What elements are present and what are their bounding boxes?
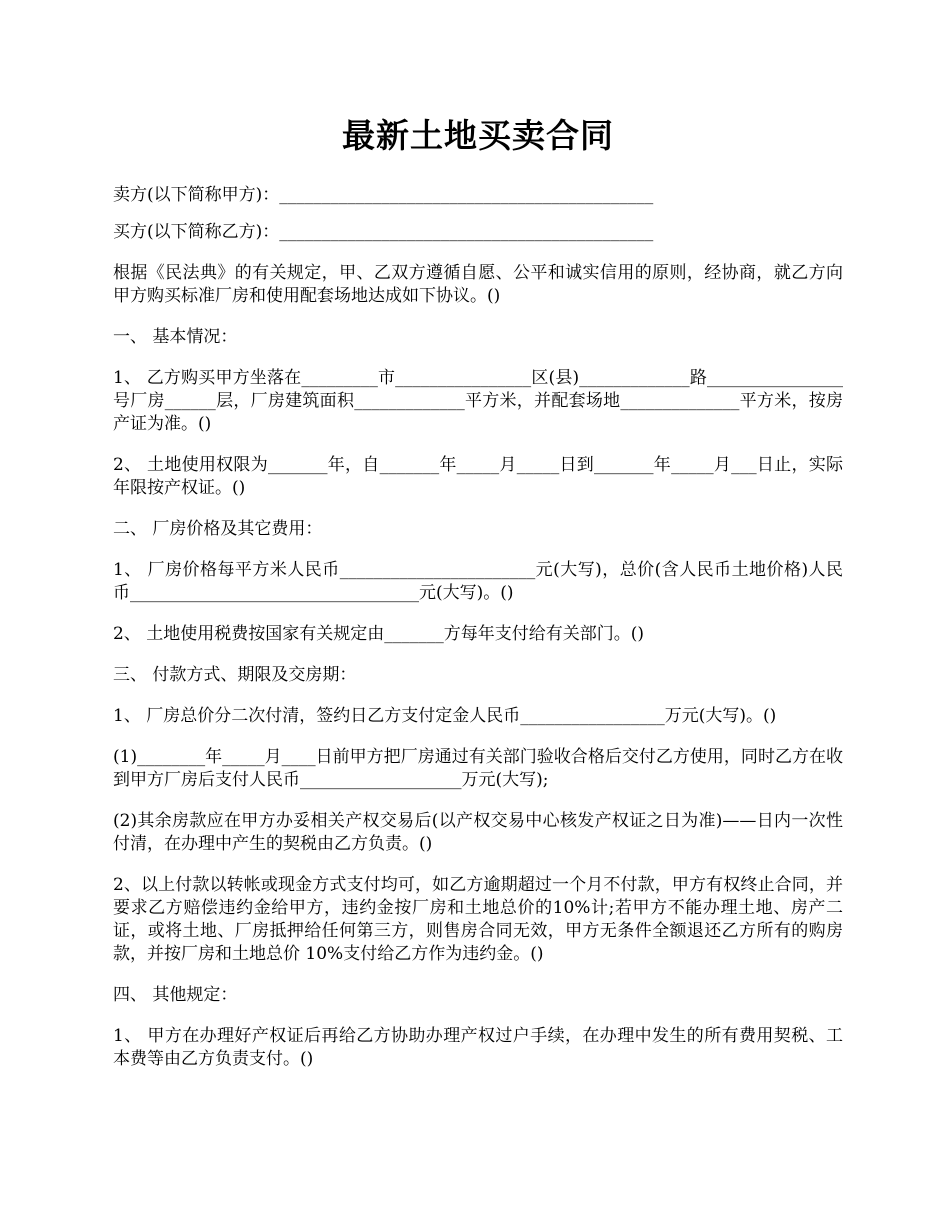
clause-2-2: 2、 土地使用税费按国家有关规定由_______方每年支付给有关部门。() bbox=[113, 624, 644, 644]
clause-2-1: 1、 厂房价格每平方米人民币_______________________元(大写)，总价(含人民币土地价格)人民币__________________________________元(大写)。() bbox=[113, 560, 843, 603]
clause-3-1-item-1: (1)________年_____月____日前甲方把厂房通过有关部门验收合格后交付乙方使用，同时乙方在收到甲方厂房后支付人民币___________________万元(大写); bbox=[113, 747, 843, 790]
document-page bbox=[113, 0, 843, 1071]
section-heading-payment: 三、 付款方式、期限及交房期： bbox=[113, 665, 357, 685]
clause-4-1: 1、 甲方在办理好产权证后再给乙方协助办理产权过户手续，在办理中发生的所有费用契税、工本费等由乙方负责支付。() bbox=[113, 1026, 843, 1069]
section-heading-basic-info: 一、 基本情况： bbox=[113, 327, 238, 347]
clause-3-1: 1、 厂房总价分二次付清，签约日乙方支付定金人民币_________________万元(大写)。() bbox=[113, 706, 777, 726]
buyer-line: 买方(以下简称乙方)：____________________________________________ bbox=[113, 222, 654, 242]
section-heading-other: 四、 其他规定： bbox=[113, 985, 238, 1005]
preamble-paragraph: 根据《民法典》的有关规定，甲、乙双方遵循自愿、公平和诚实信用的原则，经协商，就乙方向甲方购买标准厂房和使用配套场地达成如下协议。() bbox=[113, 263, 843, 306]
clause-3-1-item-2: (2)其余房款应在甲方办妥相关产权交易后(以产权交易中心核发产权证之日为准)——日内一次性付清，在办理中产生的契税由乙方负责。() bbox=[113, 811, 843, 854]
document-title: 最新土地买卖合同 bbox=[342, 116, 614, 155]
clause-1-1: 1、 乙方购买甲方坐落在_________市________________区(县)_____________路________________号厂房______层，厂房建筑面积_____________平方米，并配套场地______________平方米，按房产证为准。() bbox=[113, 368, 843, 434]
seller-line: 卖方(以下简称甲方)：____________________________________________ bbox=[113, 185, 654, 205]
clause-1-2: 2、 土地使用权限为_______年，自_______年_____月_____日到_______年_____月___日止，实际年限按产权证。() bbox=[113, 455, 843, 498]
clause-3-2: 2、以上付款以转帐或现金方式支付均可，如乙方逾期超过一个月不付款，甲方有权终止合同，并要求乙方赔偿违约金给甲方，违约金按厂房和土地总价的10%计;若甲方不能办理土地、房产二证，或将土地、厂房抵押给任何第三方，则售房合同无效，甲方无条件全额退还乙方所有的购房款，并按厂房和土地总价 10%支付给乙方作为违约金。() bbox=[113, 875, 843, 964]
section-heading-price: 二、 厂房价格及其它费用： bbox=[113, 519, 323, 539]
